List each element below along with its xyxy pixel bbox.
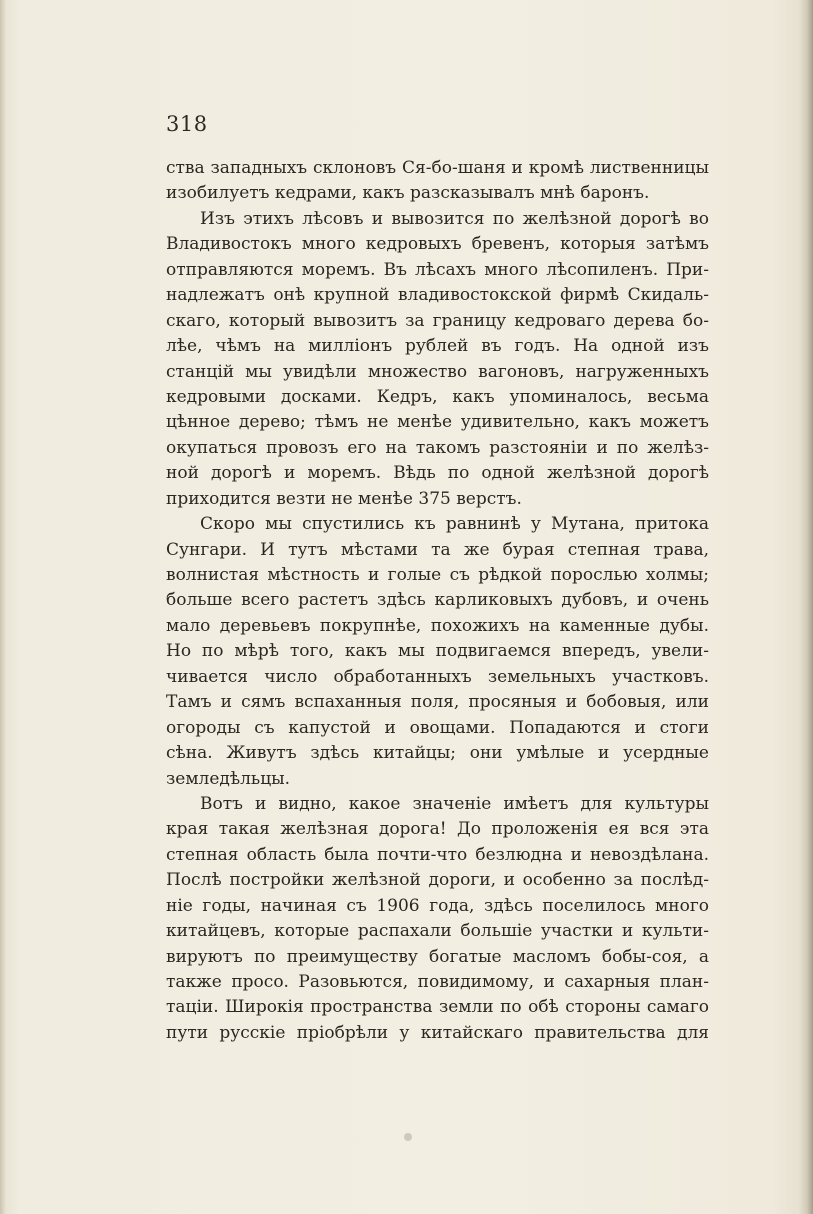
text-line: чивается число обработанныхъ земельныхъ участковъ. [166,666,709,687]
page-right-edge [799,0,813,1214]
text-line: больше всего растетъ здѣсь карликовыхъ дубовъ, и очень [166,590,709,611]
text-line: мало деревьевъ покрупнѣе, похожихъ на каменные дубы. [166,615,709,636]
body-text [166,156,709,1046]
text-line: земледѣльцы. [166,768,291,789]
text-line: Тамъ и сямъ вспаханныя поля, просяныя и бобовыя, или [166,692,709,713]
text-line: Но по мѣрѣ того, какъ мы подвигаемся впередъ, увели- [166,641,709,662]
text-line: Послѣ постройки желѣзной дороги, и особенно за послѣд- [166,870,709,891]
text-line: Изъ этихъ лѣсовъ и вывозится по желѣзной дорогѣ во [200,208,709,229]
text-line: края такая желѣзная дорога! До проложенія ея вся эта [166,819,709,840]
text-line: надлежатъ онѣ крупной владивостокской фирмѣ Скидаль- [166,285,709,306]
text-line: станцій мы увидѣли множество вагоновъ, нагруженныхъ [166,361,709,382]
text-line: таціи. Широкія пространства земли по обѣ стороны самаго [166,997,709,1018]
text-line: Скоро мы спустились къ равнинѣ у Мутана, притока [200,514,709,535]
paper-speck [404,1133,412,1141]
text-line: ной дорогѣ и моремъ. Вѣдь по одной желѣзной дорогѣ [166,463,709,484]
text-line: китайцевъ, которые распахали большіе участки и культи- [166,921,709,942]
text-line: Сунгари. И тутъ мѣстами та же бурая степная трава, [166,539,709,560]
text-line: Вотъ и видно, какое значеніе имѣетъ для культуры [200,793,709,814]
text-line: волнистая мѣстность и голые съ рѣдкой порослью холмы; [166,565,709,585]
text-line: огороды съ капустой и овощами. Попадаются и стоги [166,717,709,738]
text-line: окупаться провозъ его на такомъ разстояніи и по желѣз- [166,437,709,458]
text-line: ніе годы, начиная съ 1906 года, здѣсь поселилось много [166,895,709,916]
page-number: 318 [166,112,208,136]
text-line: скаго, который вывозитъ за границу кедроваго дерева бо- [166,310,709,331]
text-line: кедровыми досками. Кедръ, какъ упоминалось, весьма [166,386,709,407]
text-line: лѣе, чѣмъ на милліонъ рублей въ годъ. На одной изъ [166,336,709,357]
text-line: сѣна. Живутъ здѣсь китайцы; они умѣлые и усердные [166,743,709,764]
text-line: отправляются моремъ. Въ лѣсахъ много лѣсопиленъ. При- [166,259,709,280]
text-line: степная область была почти-что безлюдна и невоздѣлана. [166,844,709,865]
text-line: приходится везти не менѣе 375 верстъ. [166,488,522,509]
text-line: вируютъ по преимуществу богатые масломъ бобы-соя, а [166,946,709,967]
text-line: пути русскіе пріобрѣли у китайскаго правительства для [166,1022,709,1043]
text-line: также просо. Разовьются, повидимому, и сахарныя план- [166,972,709,992]
page-left-shadow [0,0,6,1214]
text-line: изобилуетъ кедрами, какъ разсказывалъ мнѣ баронъ. [166,183,650,204]
text-line: Владивостокъ много кедровыхъ бревенъ, которыя затѣмъ [166,234,709,255]
text-line: ства западныхъ склоновъ Ся-бо-шаня и кромѣ лиственницы [166,158,709,178]
text-line: цѣнное дерево; тѣмъ не менѣе удивительно, какъ можетъ [166,412,709,433]
